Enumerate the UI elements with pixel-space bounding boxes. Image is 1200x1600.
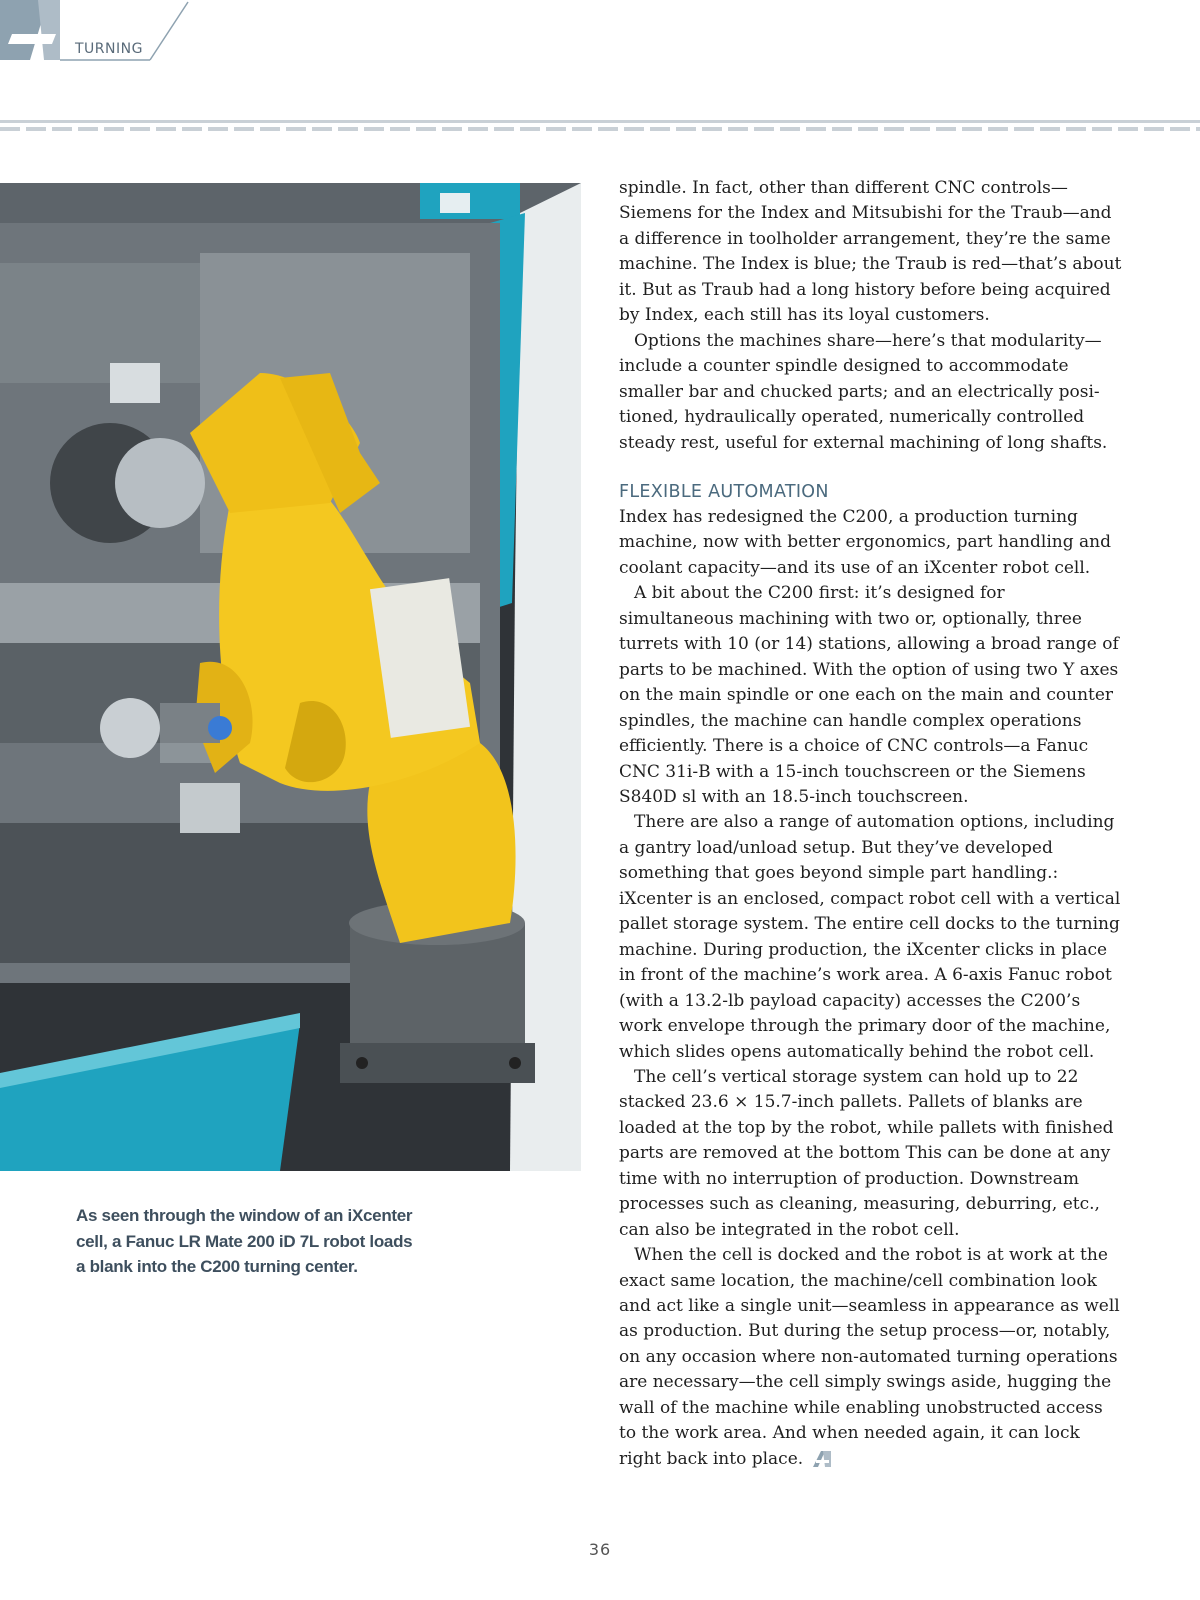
article-paragraph: A bit about the C200 first: it’s designed for simultaneous machining with two or, optionally, three turrets with 10 (or 14) stations, allowing a broad range of parts to be machined. With the option of using two Y axes on the main spindle or one each on the main and counter spindles, the machine can handle complex operations efficiently. There is a choice of CNC controls—a Fanuc CNC 31i-B with a 15-inch touchscreen or the Siemens S840D sl with an 18.5-inch touchscreen. — [619, 583, 1119, 807]
article-column — [619, 176, 1124, 1472]
section-heading: FLEXIBLE AUTOMATION — [619, 481, 829, 502]
article-paragraph: The cell’s vertical storage system can hold up to 22 stacked 23.6 × 15.7-inch pallets. Pallets of blanks are loaded at the top by the robot, while pallets with finished parts are removed at the bottom This can be done at any time with no interruption of production. Downstream processes such as cleaning, measuring, deburring, etc., can also be integrated in the robot cell. — [619, 1066, 1114, 1240]
end-of-article-icon — [813, 1451, 831, 1467]
article-paragraph: Options the machines share—here’s that modularity—include a counter spindle designed to accommodate smaller bar and chucked parts; and an electrically posi-tioned, hydraulically operated, numerically controlled steady rest, useful for external machining of long shafts. — [619, 330, 1108, 453]
article-paragraph: Index has redesigned the C200, a production turning machine, now with better ergonomics, part handling and coolant capacity—and its use of an iXcenter robot cell. — [619, 506, 1111, 578]
section-label: TURNING — [75, 41, 143, 57]
article-last-paragraph — [619, 1243, 1124, 1472]
article-paragraph-text: When the cell is docked and the robot is at work at the exact same location, the machine/cell combination look and act like a single unit—seamless in appearance as well as production. But during the setup process—or, notably, on any occasion where non-automated turning operations are necessary—the cell simply swings aside, hugging the wall of the machine while enabling unobstructed access to the work area. And when needed again, it can lock right back into place. — [619, 1245, 1120, 1469]
article-paragraph: spindle. In fact, other than different CNC controls—Siemens for the Index and Mitsubishi for the Traub—and a difference in toolholder arrangement, they’re the same machine. The Index is blue; the Traub is red—that’s about it. But as Traub had a long history before being acquired by Index, each still has its loyal customers. — [619, 178, 1122, 326]
photo-caption: As seen through the window of an iXcenter cell, a Fanuc LR Mate 200 iD 7L robot loads a blank into the C200 turning center. — [76, 1206, 413, 1276]
article-paragraph: There are also a range of automation options, including a gantry load/unload setup. But they’ve developed something that goes beyond simple part handling.: iXcenter is an enclosed, compact robot cell with a vertical pallet storage system. The entire cell docks to the turning machine. During production, the iXcenter clicks in place in front of the machine’s work area. A 6-axis Fanuc robot (with a 13.2-lb payload capacity) accesses the C200’s work envelope through the primary door of the machine, which slides opens automatically behind the robot cell. — [619, 812, 1121, 1062]
header-divider — [0, 120, 1200, 134]
page-number: 36 — [588, 1540, 612, 1559]
robot-arm-photo — [0, 183, 581, 1171]
